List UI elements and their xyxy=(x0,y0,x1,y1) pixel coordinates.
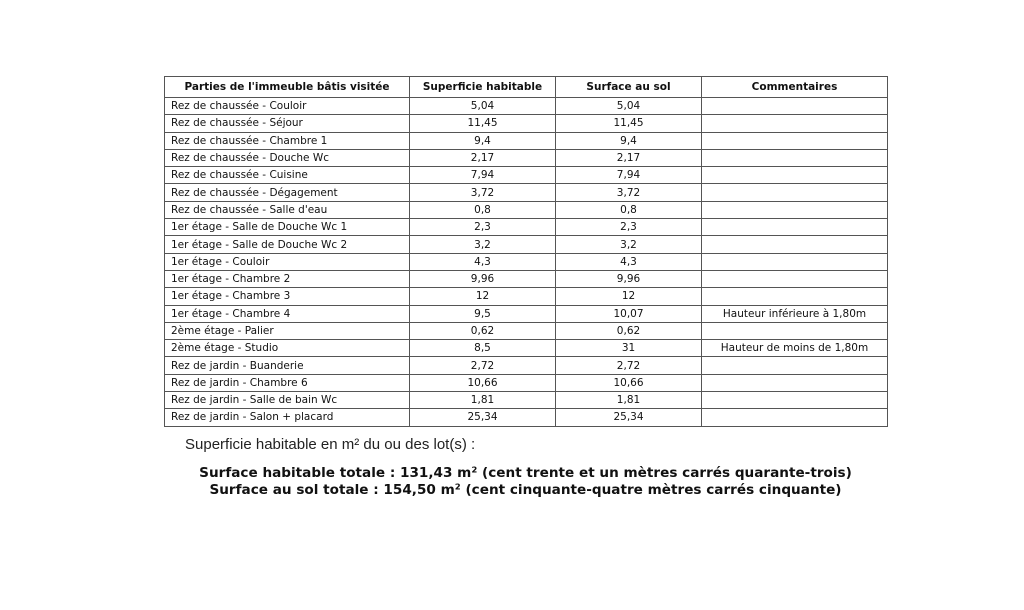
table-row xyxy=(165,98,888,115)
table-row xyxy=(165,219,888,236)
header-row xyxy=(165,77,888,98)
cell-piece: 1er étage - Salle de Douche Wc 2 xyxy=(165,236,410,253)
cell-commentaire xyxy=(702,184,888,201)
table-header xyxy=(165,77,888,98)
cell-commentaire xyxy=(702,219,888,236)
cell-surface-au-sol: 7,94 xyxy=(556,167,702,184)
header-piece: Parties de l'immeuble bâtis visitée xyxy=(165,77,410,98)
table-row xyxy=(165,201,888,218)
cell-commentaire xyxy=(702,167,888,184)
cell-surface-au-sol: 1,81 xyxy=(556,392,702,409)
table-row xyxy=(165,115,888,132)
cell-surface-au-sol: 3,2 xyxy=(556,236,702,253)
table-row xyxy=(165,149,888,166)
cell-surface-au-sol: 9,4 xyxy=(556,132,702,149)
table-row xyxy=(165,270,888,287)
cell-superficie-habitable: 25,34 xyxy=(410,409,556,426)
cell-surface-au-sol: 31 xyxy=(556,340,702,357)
cell-superficie-habitable: 5,04 xyxy=(410,98,556,115)
cell-piece: 1er étage - Chambre 4 xyxy=(165,305,410,322)
cell-piece: Rez de jardin - Buanderie xyxy=(165,357,410,374)
cell-commentaire: Hauteur de moins de 1,80m xyxy=(702,340,888,357)
table-row xyxy=(165,167,888,184)
cell-piece: 1er étage - Chambre 2 xyxy=(165,270,410,287)
cell-commentaire xyxy=(702,392,888,409)
cell-piece: Rez de jardin - Chambre 6 xyxy=(165,374,410,391)
cell-commentaire: Hauteur inférieure à 1,80m xyxy=(702,305,888,322)
cell-superficie-habitable: 12 xyxy=(410,288,556,305)
cell-superficie-habitable: 1,81 xyxy=(410,392,556,409)
header-superficie-habitable: Superficie habitable xyxy=(410,77,556,98)
cell-superficie-habitable: 9,5 xyxy=(410,305,556,322)
cell-surface-au-sol: 10,07 xyxy=(556,305,702,322)
cell-surface-au-sol: 4,3 xyxy=(556,253,702,270)
table-row xyxy=(165,322,888,339)
cell-piece: 1er étage - Salle de Douche Wc 1 xyxy=(165,219,410,236)
cell-piece: 1er étage - Chambre 3 xyxy=(165,288,410,305)
cell-commentaire xyxy=(702,288,888,305)
cell-superficie-habitable: 7,94 xyxy=(410,167,556,184)
table-row xyxy=(165,374,888,391)
cell-superficie-habitable: 9,96 xyxy=(410,270,556,287)
cell-surface-au-sol: 11,45 xyxy=(556,115,702,132)
cell-surface-au-sol: 0,8 xyxy=(556,201,702,218)
header-surface-au-sol: Surface au sol xyxy=(556,77,702,98)
cell-surface-au-sol: 10,66 xyxy=(556,374,702,391)
cell-superficie-habitable: 2,3 xyxy=(410,219,556,236)
cell-piece: Rez de chaussée - Chambre 1 xyxy=(165,132,410,149)
table-row xyxy=(165,357,888,374)
table-row xyxy=(165,288,888,305)
surface-sheet xyxy=(164,76,887,427)
table-row xyxy=(165,184,888,201)
cell-superficie-habitable: 11,45 xyxy=(410,115,556,132)
cell-commentaire xyxy=(702,409,888,426)
subtitle: Superficie habitable en m² du ou des lot(s) : xyxy=(185,436,476,453)
totals-block xyxy=(164,465,887,499)
cell-surface-au-sol: 12 xyxy=(556,288,702,305)
table-body xyxy=(165,98,888,427)
cell-piece: Rez de chaussée - Séjour xyxy=(165,115,410,132)
cell-superficie-habitable: 3,2 xyxy=(410,236,556,253)
cell-piece: 2ème étage - Palier xyxy=(165,322,410,339)
total-surface-habitable: Surface habitable totale : 131,43 m² (cent trente et un mètres carrés quarante-trois) xyxy=(199,465,852,481)
cell-surface-au-sol: 3,72 xyxy=(556,184,702,201)
cell-surface-au-sol: 0,62 xyxy=(556,322,702,339)
cell-commentaire xyxy=(702,374,888,391)
table-row xyxy=(165,392,888,409)
cell-superficie-habitable: 2,72 xyxy=(410,357,556,374)
cell-commentaire xyxy=(702,98,888,115)
table-row xyxy=(165,409,888,426)
cell-surface-au-sol: 2,17 xyxy=(556,149,702,166)
cell-piece: Rez de chaussée - Couloir xyxy=(165,98,410,115)
header-commentaires: Commentaires xyxy=(702,77,888,98)
surface-table xyxy=(164,76,888,427)
cell-piece: 1er étage - Couloir xyxy=(165,253,410,270)
cell-piece: Rez de jardin - Salle de bain Wc xyxy=(165,392,410,409)
cell-commentaire xyxy=(702,115,888,132)
cell-piece: Rez de jardin - Salon + placard xyxy=(165,409,410,426)
total-surface-au-sol: Surface au sol totale : 154,50 m² (cent cinquante-quatre mètres carrés cinquante) xyxy=(209,482,842,498)
cell-commentaire xyxy=(702,132,888,149)
table-row xyxy=(165,305,888,322)
table-row xyxy=(165,340,888,357)
cell-surface-au-sol: 2,3 xyxy=(556,219,702,236)
cell-commentaire xyxy=(702,253,888,270)
cell-piece: 2ème étage - Studio xyxy=(165,340,410,357)
cell-superficie-habitable: 9,4 xyxy=(410,132,556,149)
cell-superficie-habitable: 4,3 xyxy=(410,253,556,270)
cell-commentaire xyxy=(702,149,888,166)
cell-piece: Rez de chaussée - Cuisine xyxy=(165,167,410,184)
table-row xyxy=(165,236,888,253)
table-row xyxy=(165,253,888,270)
cell-piece: Rez de chaussée - Douche Wc xyxy=(165,149,410,166)
cell-superficie-habitable: 0,62 xyxy=(410,322,556,339)
cell-superficie-habitable: 2,17 xyxy=(410,149,556,166)
cell-commentaire xyxy=(702,236,888,253)
cell-surface-au-sol: 5,04 xyxy=(556,98,702,115)
cell-surface-au-sol: 2,72 xyxy=(556,357,702,374)
cell-superficie-habitable: 8,5 xyxy=(410,340,556,357)
cell-commentaire xyxy=(702,357,888,374)
table-row xyxy=(165,132,888,149)
cell-piece: Rez de chaussée - Salle d'eau xyxy=(165,201,410,218)
cell-surface-au-sol: 25,34 xyxy=(556,409,702,426)
cell-surface-au-sol: 9,96 xyxy=(556,270,702,287)
cell-piece: Rez de chaussée - Dégagement xyxy=(165,184,410,201)
cell-superficie-habitable: 0,8 xyxy=(410,201,556,218)
cell-commentaire xyxy=(702,270,888,287)
cell-commentaire xyxy=(702,322,888,339)
cell-superficie-habitable: 10,66 xyxy=(410,374,556,391)
cell-commentaire xyxy=(702,201,888,218)
cell-superficie-habitable: 3,72 xyxy=(410,184,556,201)
